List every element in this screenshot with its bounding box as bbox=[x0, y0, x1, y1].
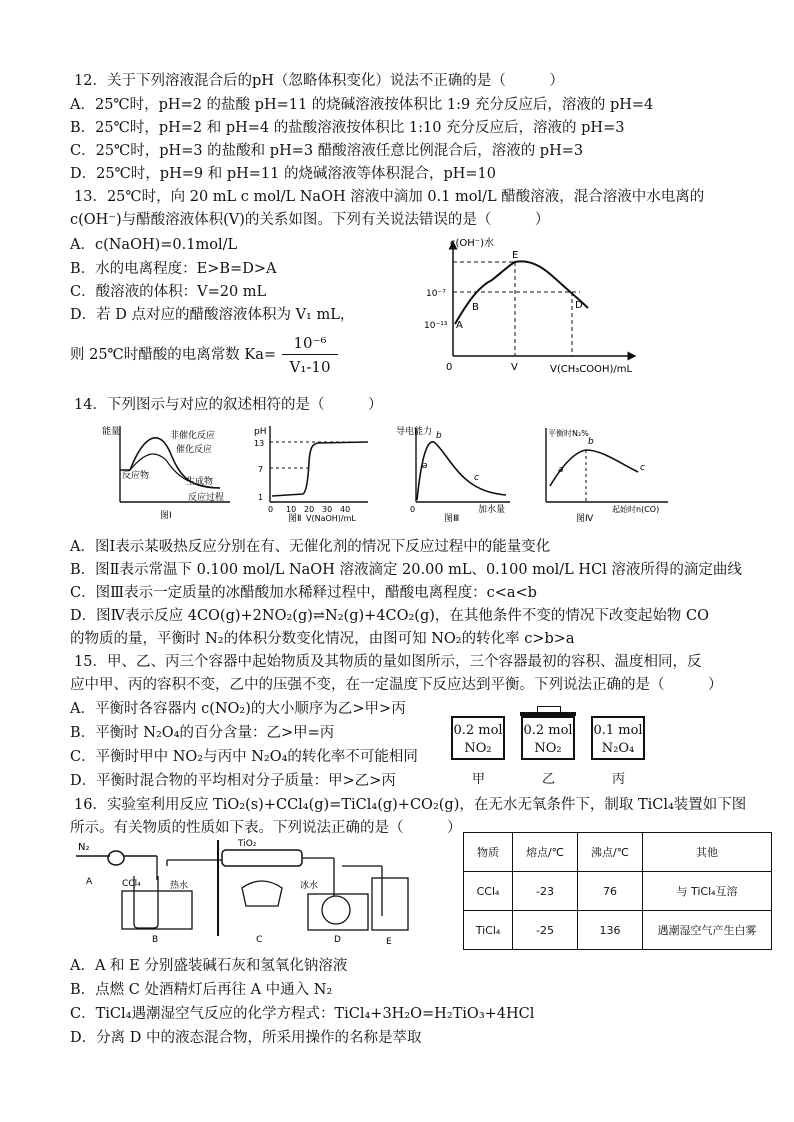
fig1-label-product: 生成物 bbox=[186, 477, 214, 487]
apparatus-label-D: D bbox=[334, 935, 341, 945]
fig2-caption: 图Ⅱ bbox=[288, 514, 302, 522]
fig2-ylabel: pH bbox=[254, 427, 267, 437]
container-yi-amount: 0.2 mol bbox=[523, 723, 573, 738]
fig2-xlabel: V(NaOH)/mL bbox=[306, 514, 356, 522]
q14-option-a: A．图Ⅰ表示某吸热反应分别在有、无催化剂的情况下反应过程中的能量变化 bbox=[70, 539, 551, 555]
fig4-point-a: a bbox=[558, 465, 564, 475]
fig4-caption: 图Ⅳ bbox=[576, 514, 594, 522]
fig4-ylabel: 平衡时N₂% bbox=[548, 429, 589, 438]
table-header: 其他 bbox=[643, 833, 772, 872]
fig2-xtick-10: 10 bbox=[286, 505, 297, 514]
table-header-row bbox=[464, 833, 772, 872]
point-E: E bbox=[512, 250, 519, 261]
q14-option-d-cont: 的物质的量，平衡时 N₂的体积分数变化情况，由图可知 NO₂的转化率 c>b>a bbox=[70, 631, 575, 647]
fig3-xlabel: 加水量 bbox=[478, 505, 506, 515]
q14-option-c: C．图Ⅲ表示一定质量的冰醋酸加水稀释过程中，醋酸电离程度：c<a<b bbox=[70, 585, 537, 601]
fig2-xtick-40: 40 bbox=[340, 505, 351, 514]
ytick-1e-7: 10⁻⁷ bbox=[426, 289, 446, 299]
q16-option-a: A．A 和 E 分别盛装碱石灰和氢氧化钠溶液 bbox=[70, 958, 348, 974]
fig2-ytick-1: 1 bbox=[258, 493, 264, 502]
apparatus-solid-label: TiO₂ bbox=[238, 839, 257, 849]
apparatus-label-B: B bbox=[152, 935, 159, 945]
fig1-label-uncatalyzed: 非催化反应 bbox=[170, 431, 216, 441]
container-bing-amount: 0.1 mol bbox=[593, 723, 643, 738]
properties-table bbox=[463, 832, 772, 950]
q14-figure-1 bbox=[100, 422, 245, 522]
table-row bbox=[464, 872, 772, 911]
q14-figure-2 bbox=[248, 422, 378, 522]
q16-option-d: D．分离 D 中的液态混合物，所采用操作的名称是萃取 bbox=[70, 1030, 422, 1046]
fig1-label-catalyzed: 催化反应 bbox=[176, 445, 213, 455]
apparatus-reagent-label: CCl₄ bbox=[122, 879, 141, 889]
q14-option-d: D．图Ⅳ表示反应 4CO(g)+2NO₂(g)⇌N₂(g)+4CO₂(g)，在其他条件不变的情况下改变起始物 CO bbox=[70, 608, 709, 624]
fig3-ylabel: 导电能力 bbox=[396, 427, 433, 437]
origin-label: 0 bbox=[446, 362, 453, 373]
q15-option-d: D．平衡时混合物的平均相对分子质量：甲>乙>丙 bbox=[70, 773, 396, 789]
q12-option-d: D．25℃时，pH=9 和 pH=11 的烧碱溶液等体积混合，pH=10 bbox=[70, 166, 496, 182]
fig1-xlabel: 反应过程 bbox=[188, 493, 225, 503]
q14-option-b: B．图Ⅱ表示常温下 0.100 mol/L NaOH 溶液滴定 20.00 mL、0.100 mol/L HCl 溶液所得的滴定曲线 bbox=[70, 562, 742, 578]
flask-D bbox=[322, 896, 350, 924]
container-jia-label: 甲 bbox=[472, 772, 486, 787]
q14-figure-4 bbox=[528, 422, 673, 522]
fig3-point-b: b bbox=[436, 431, 442, 441]
q13-graph bbox=[420, 236, 640, 376]
table-header: 物质 bbox=[464, 833, 513, 872]
titration-curve bbox=[272, 442, 368, 496]
q13-option-b: B．水的电离程度：E>B=D>A bbox=[70, 261, 277, 277]
table-cell: -25 bbox=[513, 911, 578, 950]
table-cell: 与 TiCl₄互溶 bbox=[643, 872, 772, 911]
q15-option-a: A．平衡时各容器内 c(NO₂)的大小顺序为乙>甲>丙 bbox=[70, 701, 406, 717]
fig2-xtick-30: 30 bbox=[322, 505, 333, 514]
point-A: A bbox=[456, 320, 463, 331]
container-bing-substance: N₂O₄ bbox=[601, 741, 635, 756]
apparatus-gas-label: N₂ bbox=[78, 842, 90, 853]
table-cell: -23 bbox=[513, 872, 578, 911]
conductivity-curve bbox=[417, 442, 506, 500]
apparatus-label-A: A bbox=[86, 877, 93, 887]
fig2-ytick-7: 7 bbox=[258, 465, 264, 474]
fig3-point-c: c bbox=[474, 473, 479, 483]
reaction-tube-C bbox=[222, 850, 302, 866]
drying-tube-A bbox=[108, 851, 124, 865]
fig2-xtick-20: 20 bbox=[304, 505, 315, 514]
table-cell: CCl₄ bbox=[464, 872, 513, 911]
q16-stem-line2: 所示。有关物质的性质如下表。下列说法正确的是（ ） bbox=[70, 820, 462, 836]
q15-stem-line2: 应中甲、丙的容积不变，乙中的压强不变，在一定温度下反应达到平衡。下列说法正确的是（ ） bbox=[70, 677, 723, 693]
fig4-point-c: c bbox=[640, 463, 645, 473]
q15-stem-line1: 15．甲、乙、丙三个容器中起始物质及其物质的量如图所示，三个容器最初的容积、温度相同，反 bbox=[74, 654, 702, 670]
container-bing-label: 丙 bbox=[612, 772, 626, 787]
apparatus-hot-water-label: 热水 bbox=[170, 881, 189, 891]
fraction-bar bbox=[282, 354, 338, 355]
q13-option-d: D．若 D 点对应的醋酸溶液体积为 V₁ mL， bbox=[70, 307, 355, 323]
q16-stem-line1: 16．实验室利用反应 TiO₂(s)+CCl₄(g)=TiCl₄(g)+CO₂(g)，在无水无氧条件下，制取 TiCl₄装置如下图 bbox=[74, 797, 747, 813]
table-cell: 76 bbox=[578, 872, 643, 911]
q13-option-c: C．酸溶液的体积：V=20 mL bbox=[70, 284, 267, 300]
q12-option-c: C．25℃时，pH=3 的盐酸和 pH=3 醋酸溶液任意比例混合后，溶液的 pH=3 bbox=[70, 143, 584, 159]
ylabel-cOH: c(OH⁻)水 bbox=[450, 238, 494, 249]
q14-figure-3 bbox=[392, 422, 522, 522]
bottle-E bbox=[372, 878, 408, 930]
q12-option-b: B．25℃时，pH=2 和 pH=4 的盐酸溶液按体积比 1:10 充分反应后，溶液的 pH=3 bbox=[70, 120, 625, 136]
q16-option-c: C．TiCl₄遇潮湿空气反应的化学方程式：TiCl₄+3H₂O=H₂TiO₃+4HCl bbox=[70, 1006, 535, 1022]
alcohol-lamp bbox=[242, 881, 282, 906]
q13-stem-line2: c(OH⁻)与醋酸溶液体积(V)的关系如图。下列有关说法错误的是（ ） bbox=[70, 212, 550, 228]
table-cell: 遇潮湿空气产生白雾 bbox=[643, 911, 772, 950]
fig3-point-a: a bbox=[422, 461, 428, 471]
table-cell: TiCl₄ bbox=[464, 911, 513, 950]
table-header: 熔点/℃ bbox=[513, 833, 578, 872]
container-yi-substance: NO₂ bbox=[534, 741, 562, 756]
q13-option-a: A．c(NaOH)=0.1mol/L bbox=[70, 237, 238, 253]
q15-option-b: B．平衡时 N₂O₄的百分含量：乙>甲=丙 bbox=[70, 725, 335, 741]
fig2-ytick-13: 13 bbox=[254, 439, 265, 448]
water-bath-B bbox=[122, 891, 192, 929]
fig1-ylabel: 能量 bbox=[102, 427, 121, 437]
table-row bbox=[464, 911, 772, 950]
q12-option-a: A．25℃时，pH=2 的盐酸 pH=11 的烧碱溶液按体积比 1:9 充分反应后，溶液的 pH=4 bbox=[70, 97, 654, 113]
container-jia-amount: 0.2 mol bbox=[453, 723, 503, 738]
container-yi bbox=[521, 716, 575, 760]
fig1-label-reactant: 反应物 bbox=[122, 471, 150, 481]
q12-stem: 12．关于下列溶液混合后的pH（忽略体积变化）说法不正确的是（ ） bbox=[74, 73, 564, 89]
fig4-xlabel: 起始时n(CO) bbox=[612, 505, 660, 514]
apparatus-ice-water-label: 冰水 bbox=[300, 881, 319, 891]
xlabel-volume: V(CH₃COOH)/mL bbox=[550, 364, 633, 375]
table-header: 沸点/℃ bbox=[578, 833, 643, 872]
q15-option-c: C．平衡时甲中 NO₂与丙中 N₂O₄的转化率不可能相同 bbox=[70, 749, 418, 765]
apparatus-label-C: C bbox=[256, 935, 263, 945]
q13-ka-prefix: 则 25℃时醋酸的电离常数 Ka= bbox=[70, 347, 277, 363]
ka-denominator: V₁-10 bbox=[289, 358, 331, 376]
q13-stem-line1: 13．25℃时，向 20 mL c mol/L NaOH 溶液中滴加 0.1 mol/L 醋酸溶液，混合溶液中水电离的 bbox=[74, 189, 705, 205]
fig1-caption: 图Ⅰ bbox=[160, 511, 172, 521]
q16-apparatus bbox=[72, 836, 442, 954]
apparatus-label-E: E bbox=[386, 937, 392, 947]
fig4-point-b: b bbox=[588, 437, 594, 447]
fig3-origin: 0 bbox=[410, 505, 416, 514]
ka-numerator: 10⁻⁶ bbox=[293, 334, 327, 352]
point-B: B bbox=[472, 302, 479, 313]
ytick-1e-13: 10⁻¹³ bbox=[424, 321, 448, 331]
fig2-xtick-0: 0 bbox=[268, 505, 274, 514]
point-D: D bbox=[575, 300, 583, 311]
ionization-curve bbox=[455, 261, 588, 324]
container-yi-label: 乙 bbox=[542, 772, 556, 787]
q16-option-b: B．点燃 C 处酒精灯后再往 A 中通入 N₂ bbox=[70, 982, 333, 998]
container-jia-substance: NO₂ bbox=[464, 741, 492, 756]
ice-bath-D bbox=[308, 894, 368, 930]
table-cell: 136 bbox=[578, 911, 643, 950]
xtick-V: V bbox=[511, 362, 518, 373]
fig3-caption: 图Ⅲ bbox=[444, 514, 460, 522]
container-jia bbox=[451, 716, 505, 760]
container-bing bbox=[591, 716, 645, 760]
q14-stem: 14．下列图示与对应的叙述相符的是（ ） bbox=[74, 397, 383, 413]
